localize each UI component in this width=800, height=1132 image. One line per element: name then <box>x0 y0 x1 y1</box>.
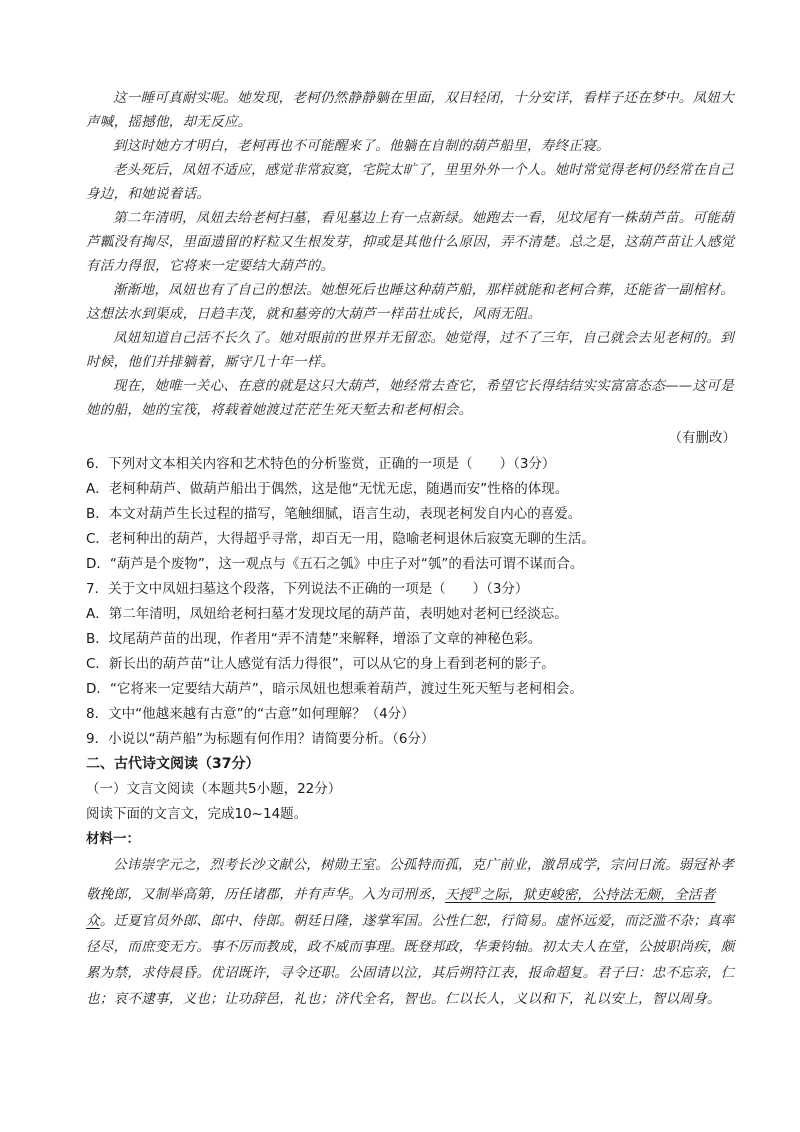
underlined-text-part: 之际，狱吏峻密，公持法无颇，全活者众 <box>86 886 716 929</box>
classical-text-part: 。迁夏官员外郎、郎中、侍郎。朝廷日隆，遂掌军国。公性仁恕，行简易。虚怀远爱，而泛滥不杂；真率径尽，而庶变无方。事不厉而教成，政不威而事理。既登邦政，华秉钧轴。初太夫人在堂，公披职尚疾，颇累为禁，求侍晨昏。优诏既许，寻令还职。公固请以泣，其后朔符江表，报命超复。君子曰：忠不忘亲，仁也；哀不逮事，义也；让功辞邑，礼也；济代全名，智也。仁以长人，义以和下，礼以安上，智以周身。 <box>86 912 735 1007</box>
question-7-option-c: C．新长出的葫芦苗“让人感觉有活力得很”，可以从它的身上看到老柯的影子。 <box>86 656 555 672</box>
footnote-marker: ① <box>472 886 481 896</box>
question-6-option-d: D．“葫芦是个废物”，这一观点与《五石之瓠》中庄子对“瓠”的看法可谓不谋而合。 <box>86 556 584 572</box>
source-note: （有删改） <box>668 430 736 446</box>
classical-text-part: 公讳崇字元之，烈考长沙文献公，树勋王室。公孤特而孤，克广前业，激昂成学，宗问日流。弱冠补孝敬挽郎，又制举高第，历任诸郡，并有声华。入为司刑丞， <box>86 857 734 903</box>
question-7-option-d: D．“它将来一定要结大葫芦”，暗示凤妞也想乘着葫芦，渡过生死天堑与老柯相会。 <box>86 681 583 697</box>
section-title: 二、古代诗文阅读（37分） <box>86 756 260 772</box>
question-6-stem: 6．下列对文本相关内容和艺术特色的分析鉴赏，正确的一项是（ ）（3分） <box>86 456 556 472</box>
question-6-option-c: C．老柯种出的葫芦，大得超乎寻常，却百无一用，隐喻老柯退休后寂寞无聊的生活。 <box>86 531 595 547</box>
story-paragraph: 老头死后，凤妞不适应，感觉非常寂寞，宅院太旷了，里里外外一个人。她时常觉得老柯仍经常在自己身边，和她说着话。 <box>86 162 734 202</box>
question-9: 9．小说以“葫芦船”为标题有何作用？请简要分析。（6分） <box>86 731 435 747</box>
section-subtitle: （一）文言文阅读（本题共5小题，22分） <box>86 781 342 797</box>
section-instruction: 阅读下面的文言文，完成10~14题。 <box>86 806 308 822</box>
story-paragraph: 现在，她唯一关心、在意的就是这只大葫芦，她经常去查它，希望它长得结结实实富富态态——这可是她的船，她的宝筏，将载着她渡过茫茫生死天堑去和老柯相会。 <box>86 378 734 418</box>
question-6-option-a: A．老柯种葫芦、做葫芦船出于偶然，这是他“无忧无虑，随遇而安”性格的体现。 <box>86 481 569 497</box>
classical-paragraph <box>86 852 736 1012</box>
question-7-option-a: A．第二年清明，凤妞给老柯扫墓才发现坟尾的葫芦苗，表明她对老柯已经淡忘。 <box>86 606 568 622</box>
question-6-option-b: B．本文对葫芦生长过程的描写，笔触细腻，语言生动，表现老柯发自内心的喜爱。 <box>86 506 582 522</box>
classical-text <box>86 852 736 1012</box>
story-paragraph: 到这时她方才明白，老柯再也不可能醒来了。他躺在自制的葫芦船里，寿终正寝。 <box>113 138 610 154</box>
material-label: 材料一： <box>86 831 140 847</box>
question-7-stem: 7．关于文中凤妞扫墓这个段落，下列说法不正确的一项是（ ）（3分） <box>86 581 529 597</box>
story-paragraph: 第二年清明，凤妞去给老柯扫墓，看见墓边上有一点新绿。她跑去一看，见坟尾有一株葫芦苗。可能葫芦瓤没有掏尽，里面遗留的籽粒又生根发芽，抑或是其他什么原因，弄不清楚。总之是，这葫芦苗让人感觉有活力得很，它将来一定要结大葫芦的。 <box>86 210 735 274</box>
story-paragraph: 凤妞知道自己活不长久了。她对眼前的世界并无留恋。她觉得，过不了三年，自己就会去见老柯的。到时候，他们并排躺着，厮守几十年一样。 <box>86 330 734 370</box>
question-8: 8．文中“他越来越有古意”的“古意”如何理解？（4分） <box>86 706 415 722</box>
question-list <box>86 452 736 752</box>
underlined-text-part: 天授 <box>444 886 473 903</box>
question-7-option-b: B．坟尾葫芦苗的出现，作者用“弄不清楚”来解释，增添了文章的神秘色彩。 <box>86 631 542 647</box>
story-excerpt <box>86 86 736 450</box>
story-paragraph: 渐渐地，凤妞也有了自己的想法。她想死后也睡这种葫芦船，那样就能和老柯合葬，还能省一副棺材。这想法水到渠成，日趋丰茂，就和墓旁的大葫芦一样苗壮成长，风雨无阻。 <box>86 282 734 322</box>
story-paragraph: 这一睡可真耐实呢。她发现，老柯仍然静静躺在里面，双目轻闭，十分安详，看样子还在梦中。凤妞大声喊，摇撼他，却无反应。 <box>86 90 734 130</box>
